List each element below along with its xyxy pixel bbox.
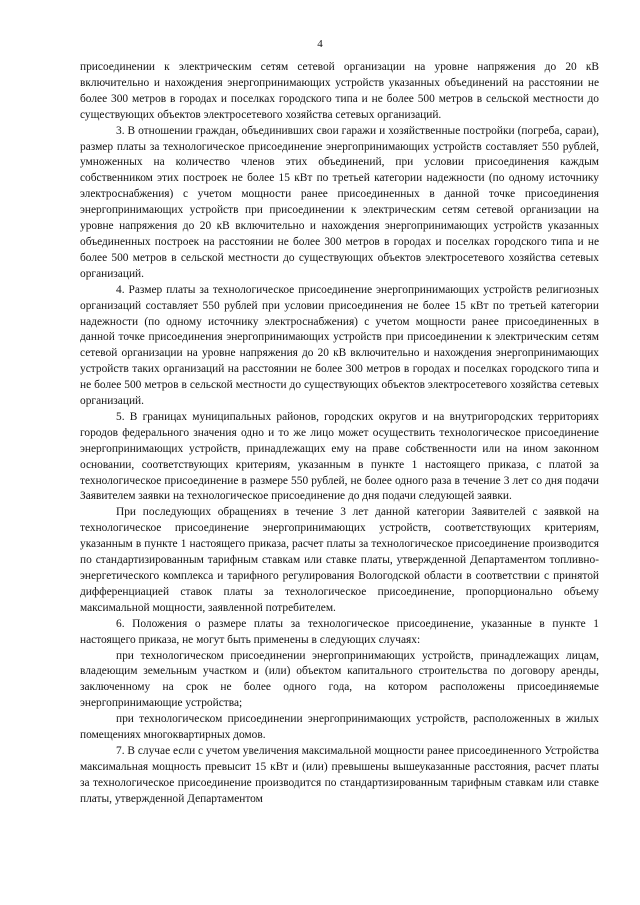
paragraph-item-7: 7. В случае если с учетом увеличения максимальной мощности ранее присоединенного Устройства максимальная мощность превысит 15 кВт и (или) превышены вышеуказанные расстояния, расчет платы за технологическое присоединение производится по стандартизированным тарифным ставкам или ставке платы, утвержденной Департаментом (80, 744, 599, 805)
document-body (80, 60, 599, 808)
paragraph-item-3: 3. В отношении граждан, объединивших свои гаражи и хозяйственные постройки (погреба, сараи), размер платы за технологическое присоединение энергопринимающих устройств составляет 550 рублей, умноженных на количество членов этих объединений, при условии присоединения каждым собственником этих построек не более 15 кВт по третьей категории надежности (по одному источнику электроснабжения) с учетом мощности ранее присоединенных в данной точке присоединения энергопринимающих устройств при присоединении к электрическим сетям сетевой организации на уровне напряжения до 20 кВ включительно и нахождения энергопринимающих устройств указанных объединенных построек на расстоянии не более 300 метров в городах и поселках городского типа и не более 500 метров в сельской местности до существующих объектов электросетевого хозяйства сетевых организаций. (80, 124, 599, 280)
paragraph-item-4: 4. Размер платы за технологическое присоединение энергопринимающих устройств религиозных организаций составляет 550 рублей при условии присоединения не более 15 кВт по третьей категории надежности (по одному источнику электроснабжения) с учетом мощности ранее присоединенных в данной точке присоединения энергопринимающих устройств при присоединении к электрическим сетям сетевой организации на уровне напряжения до 20 кВ включительно и нахождения энергопринимающих устройств таких организаций на расстоянии не более 300 метров в городах и поселках городского типа и не более 500 метров в сельской местности до существующих объектов электросетевого хозяйства сетевых организаций. (80, 283, 599, 408)
page-number: 4 (317, 38, 323, 50)
paragraph-continuation: присоединении к электрическим сетям сетевой организации на уровне напряжения до 20 кВ включительно и нахождения энергопринимающих устройств указанных объединений на расстоянии не более 300 метров в городах и поселках городского типа и не более 500 метров в сельской местности до существующих объектов электросетевого хозяйства сетевых организаций. (80, 61, 599, 121)
paragraph-case-apartments: при технологическом присоединении энергопринимающих устройств, расположенных в жилых помещениях многоквартирных домов. (80, 713, 599, 742)
paragraph-case-lease: при технологическом присоединении энергопринимающих устройств, принадлежащих лицам, владеющим земельным участком и (или) объектом капитального строительства по договору аренды, заключенному на срок не более одного года, на котором расположены присоединяемые энергопринимающие устройства; (80, 649, 599, 710)
paragraph-subsequent-requests: При последующих обращениях в течение 3 лет данной категории Заявителей с заявкой на технологическое присоединение энергопринимающих устройств, соответствующих критериям, указанным в пункте 1 настоящего приказа, расчет платы за технологическое присоединение производится по стандартизированным тарифным ставкам или ставке платы, утвержденной Департаментом топливно-энергетического комплекса и тарифного регулирования Вологодской области в соответствии с принятой дифференциацией ставок платы за технологическое присоединение, пропорционально объему максимальной мощности, заявленной потребителем. (80, 506, 599, 614)
paragraph-item-6: 6. Положения о размере платы за технологическое присоединение, указанные в пункте 1 настоящего приказа, не могут быть применены в следующих случаях: (80, 617, 599, 646)
paragraph-item-5: 5. В границах муниципальных районов, городских округов и на внутригородских территориях городов федерального значения одно и то же лицо может осуществить технологическое присоединение энергопринимающих устройств, принадлежащих ему на праве собственности или на ином законном основании, соответствующих критериям, указанным в пункте 1 настоящего приказа, с платой за технологическое присоединение в размере 550 рублей, не более одного раза в течение 3 лет со дня подачи Заявителем заявки на технологическое присоединение до дня подачи следующей заявки. (80, 410, 599, 503)
